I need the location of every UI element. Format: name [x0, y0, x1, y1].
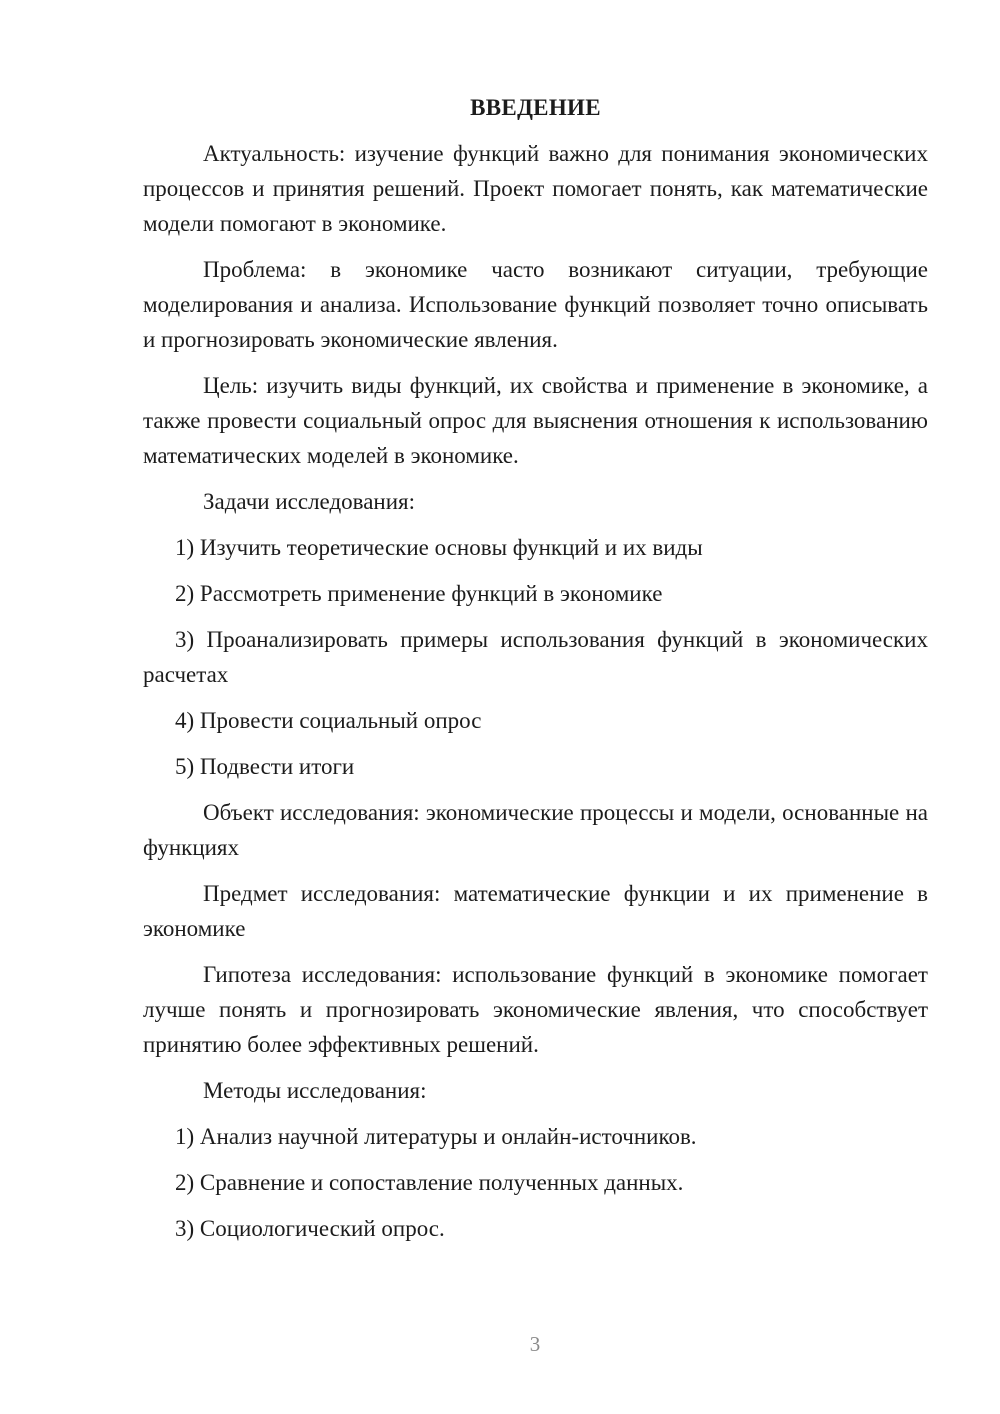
- relevance-paragraph: Актуальность: изучение функций важно для понимания экономических процессов и принятия решений. Проект помогает понять, как математические модели помогают в экономике.: [143, 141, 928, 236]
- methods-label: Методы исследования:: [203, 1078, 427, 1103]
- task-item: 2) Рассмотреть применение функций в экономике: [175, 581, 663, 606]
- method-item: 1) Анализ научной литературы и онлайн-источников.: [175, 1124, 697, 1149]
- task-item: 5) Подвести итоги: [175, 754, 355, 779]
- task-item: 4) Провести социальный опрос: [175, 708, 482, 733]
- goal-paragraph: Цель: изучить виды функций, их свойства и применение в экономике, а также провести социальный опрос для выяснения отношения к использованию математических моделей в экономике.: [143, 373, 928, 468]
- method-item: 2) Сравнение и сопоставление полученных данных.: [175, 1170, 684, 1195]
- subject-paragraph: Предмет исследования: математические функции и их применение в экономике: [143, 881, 928, 941]
- task-item: 1) Изучить теоретические основы функций и их виды: [175, 535, 703, 560]
- document-page: [143, 90, 928, 1257]
- task-item: 3) Проанализировать примеры использования функций в экономических расчетах: [143, 627, 928, 687]
- hypothesis-paragraph: Гипотеза исследования: использование функций в экономике помогает лучше понять и прогнозировать экономические явления, что способствует принятию более эффективных решений.: [143, 962, 928, 1057]
- problem-paragraph: Проблема: в экономике часто возникают ситуации, требующие моделирования и анализа. Использование функций позволяет точно описывать и прогнозировать экономические явления.: [143, 257, 928, 352]
- page-number: 3: [529, 1332, 541, 1356]
- section-heading: ВВЕДЕНИЕ: [470, 95, 601, 120]
- tasks-label: Задачи исследования:: [203, 489, 416, 514]
- method-item: 3) Социологический опрос.: [175, 1216, 445, 1241]
- object-paragraph: Объект исследования: экономические процессы и модели, основанные на функциях: [143, 800, 928, 860]
